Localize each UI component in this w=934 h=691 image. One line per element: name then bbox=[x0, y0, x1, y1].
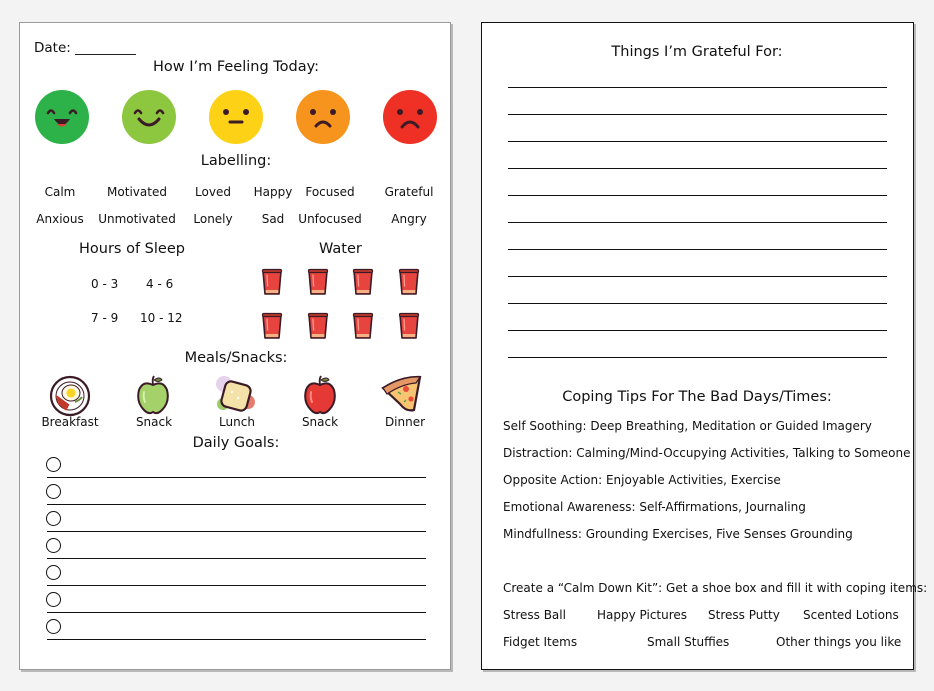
emotion-label[interactable]: Calm bbox=[44, 185, 76, 199]
water-title: Water bbox=[319, 241, 362, 257]
goal-checkbox[interactable] bbox=[46, 511, 61, 526]
sad-face-icon[interactable] bbox=[295, 89, 351, 145]
emotion-label[interactable]: Motivated bbox=[107, 185, 167, 199]
goal-checkbox[interactable] bbox=[46, 565, 61, 580]
gratitude-line[interactable] bbox=[508, 357, 887, 358]
goal-line[interactable] bbox=[47, 531, 426, 532]
date-field[interactable] bbox=[34, 40, 136, 56]
emotion-label[interactable]: Grateful bbox=[384, 185, 434, 199]
meal-label: Snack bbox=[301, 415, 339, 429]
water-cup-icon[interactable] bbox=[352, 268, 374, 296]
goal-line[interactable] bbox=[47, 477, 426, 478]
emotion-label[interactable]: Unmotivated bbox=[98, 212, 176, 226]
red-apple-icon[interactable] bbox=[302, 374, 338, 416]
pizza-slice-icon[interactable] bbox=[380, 374, 424, 414]
labelling-title: Labelling: bbox=[200, 153, 272, 169]
meal-label: Dinner bbox=[384, 415, 426, 429]
gratitude-line[interactable] bbox=[508, 141, 887, 142]
kit-item: Scented Lotions bbox=[803, 608, 899, 622]
goal-checkbox[interactable] bbox=[46, 484, 61, 499]
date-blank: _________ bbox=[75, 40, 136, 56]
water-cup-icon[interactable] bbox=[398, 312, 420, 340]
gratitude-line[interactable] bbox=[508, 222, 887, 223]
emotion-label[interactable]: Sad bbox=[261, 212, 285, 226]
emotion-label[interactable]: Lonely bbox=[193, 212, 233, 226]
water-cup-icon[interactable] bbox=[261, 268, 283, 296]
coping-tip: Emotional Awareness: Self-Affirmations, Journaling bbox=[503, 500, 806, 514]
emotion-label[interactable]: Angry bbox=[391, 212, 427, 226]
goal-line[interactable] bbox=[47, 504, 426, 505]
goal-line[interactable] bbox=[47, 585, 426, 586]
goal-checkbox[interactable] bbox=[46, 457, 61, 472]
goal-line[interactable] bbox=[47, 612, 426, 613]
feeling-title: How I’m Feeling Today: bbox=[152, 59, 320, 75]
emotion-label[interactable]: Anxious bbox=[36, 212, 84, 226]
neutral-face-icon[interactable] bbox=[208, 89, 264, 145]
water-cup-icon[interactable] bbox=[398, 268, 420, 296]
meal-label: Breakfast bbox=[41, 415, 99, 429]
meal-label: Snack bbox=[135, 415, 173, 429]
gratitude-line[interactable] bbox=[508, 303, 887, 304]
kit-item: Happy Pictures bbox=[597, 608, 688, 622]
sleep-option[interactable]: 7 - 9 bbox=[91, 311, 119, 325]
gratitude-line[interactable] bbox=[508, 87, 887, 88]
kit-item: Stress Putty bbox=[708, 608, 780, 622]
emotion-label[interactable]: Happy bbox=[253, 185, 293, 199]
kit-item: Fidget Items bbox=[503, 635, 578, 649]
water-cup-icon[interactable] bbox=[352, 312, 374, 340]
coping-tip: Mindfullness: Grounding Exercises, Five Senses Grounding bbox=[503, 527, 853, 541]
happy-face-icon[interactable] bbox=[121, 89, 177, 145]
goal-checkbox[interactable] bbox=[46, 538, 61, 553]
gratitude-line[interactable] bbox=[508, 330, 887, 331]
coping-tip: Opposite Action: Enjoyable Activities, Exercise bbox=[503, 473, 781, 487]
sleep-title: Hours of Sleep bbox=[79, 241, 185, 257]
sleep-option[interactable]: 4 - 6 bbox=[146, 277, 174, 291]
kit-item: Other things you like bbox=[776, 635, 902, 649]
date-label: Date: bbox=[34, 40, 71, 56]
coping-tip: Self Soothing: Deep Breathing, Meditation or Guided Imagery bbox=[503, 419, 872, 433]
daily-checkin-page bbox=[19, 22, 451, 670]
goal-checkbox[interactable] bbox=[46, 592, 61, 607]
gratitude-line[interactable] bbox=[508, 114, 887, 115]
water-cup-icon[interactable] bbox=[261, 312, 283, 340]
very-happy-face-icon[interactable] bbox=[34, 89, 90, 145]
gratitude-line[interactable] bbox=[508, 168, 887, 169]
emotion-label[interactable]: Unfocused bbox=[298, 212, 362, 226]
kit-item: Small Stuffies bbox=[647, 635, 730, 649]
green-apple-icon[interactable] bbox=[135, 374, 171, 416]
gratitude-line[interactable] bbox=[508, 195, 887, 196]
coping-tip: Distraction: Calming/Mind-Occupying Activities, Talking to Someone bbox=[503, 446, 911, 460]
emotion-label[interactable]: Focused bbox=[305, 185, 355, 199]
gratitude-coping-page bbox=[481, 22, 928, 670]
emotion-label[interactable]: Loved bbox=[195, 185, 231, 199]
calm-down-kit-intro: Create a “Calm Down Kit”: Get a shoe box and fill it with coping items: bbox=[503, 581, 928, 595]
sleep-option[interactable]: 0 - 3 bbox=[91, 277, 119, 291]
sleep-option[interactable]: 10 - 12 bbox=[140, 311, 183, 325]
water-cup-icon[interactable] bbox=[307, 312, 329, 340]
kit-item: Stress Ball bbox=[503, 608, 566, 622]
gratitude-line[interactable] bbox=[508, 249, 887, 250]
goal-line[interactable] bbox=[47, 558, 426, 559]
water-cup-icon[interactable] bbox=[307, 268, 329, 296]
meal-label: Lunch bbox=[219, 415, 255, 429]
meals-title: Meals/Snacks: bbox=[184, 350, 288, 366]
very-sad-face-icon[interactable] bbox=[382, 89, 438, 145]
sandwich-icon[interactable] bbox=[214, 374, 258, 418]
goal-checkbox[interactable] bbox=[46, 619, 61, 634]
goals-title: Daily Goals: bbox=[192, 435, 280, 451]
breakfast-plate-icon[interactable] bbox=[49, 375, 91, 417]
coping-title: Coping Tips For The Bad Days/Times: bbox=[562, 389, 832, 405]
gratitude-line[interactable] bbox=[508, 276, 887, 277]
goal-line[interactable] bbox=[47, 639, 426, 640]
grateful-title: Things I’m Grateful For: bbox=[611, 44, 783, 60]
